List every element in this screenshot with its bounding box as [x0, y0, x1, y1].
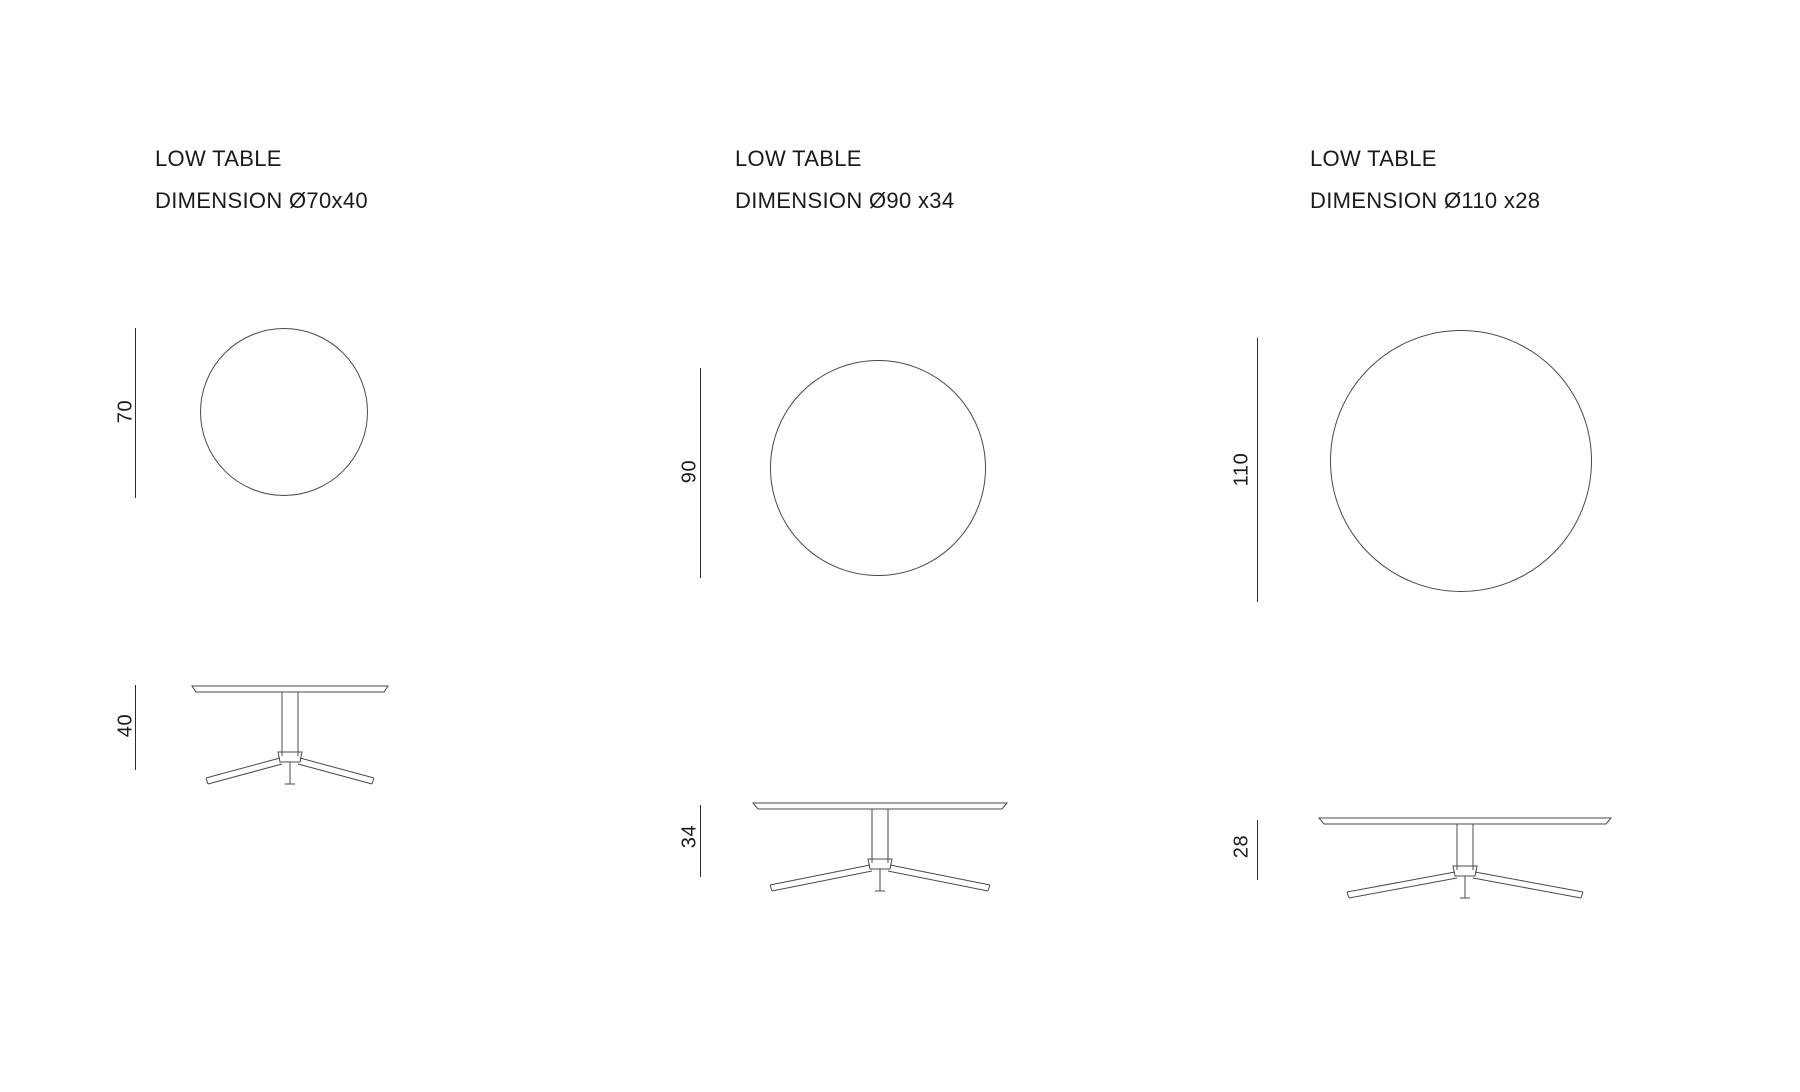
plan-view: [770, 360, 986, 576]
plan-dimension-label: 90: [678, 459, 701, 484]
plan-view: [1330, 330, 1592, 592]
product-dimension: DIMENSION Ø110 x28: [1310, 188, 1541, 213]
plan-dimension-rule: [1257, 338, 1258, 602]
spec-column-3: [1230, 0, 1800, 1092]
elevation-view: [1305, 790, 1625, 920]
elevation-dimension-label: 34: [678, 824, 701, 849]
elevation-dimension-label: 28: [1230, 834, 1253, 859]
elevation-view: [170, 660, 410, 790]
elevation-dimension-label: 40: [114, 713, 137, 738]
table-elevation-drawing: [735, 775, 1025, 905]
product-dimension: DIMENSION Ø70x40: [155, 188, 368, 213]
elevation-view: [735, 775, 1025, 905]
table-elevation-drawing: [170, 660, 410, 790]
plan-dimension-label: 70: [114, 399, 137, 424]
product-title: LOW TABLE: [735, 146, 862, 171]
spec-column-1: [110, 0, 650, 1092]
title-block-1: [155, 138, 368, 222]
title-block-3: [1310, 138, 1540, 222]
tabletop-plan-circle: [770, 360, 986, 576]
plan-view: [200, 328, 368, 496]
elevation-dimension-rule: [1257, 820, 1258, 880]
plan-dimension-label: 110: [1230, 452, 1253, 487]
title-block-2: [735, 138, 954, 222]
tabletop-plan-circle: [1330, 330, 1592, 592]
product-title: LOW TABLE: [155, 146, 282, 171]
tabletop-plan-circle: [200, 328, 368, 496]
product-dimension: DIMENSION Ø90 x34: [735, 188, 955, 213]
table-elevation-drawing: [1305, 790, 1625, 920]
spec-column-2: [678, 0, 1230, 1092]
product-title: LOW TABLE: [1310, 146, 1437, 171]
